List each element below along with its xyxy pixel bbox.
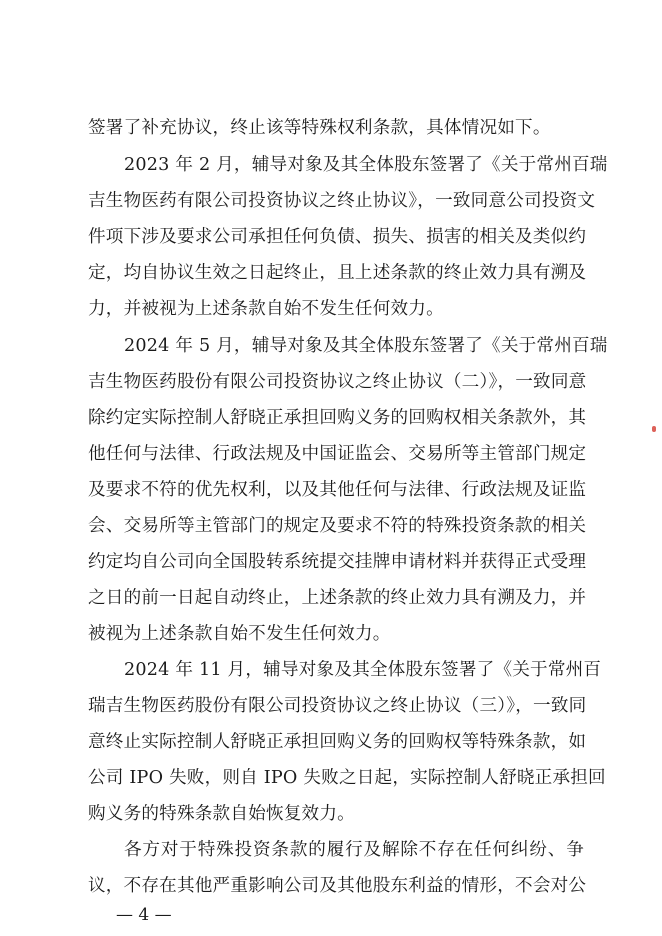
body-line: 会、交易所等主管部门的规定及要求不符的特殊投资条款的相关	[88, 516, 587, 536]
body-line: 约定均自公司向全国股转系统提交挂牌申请材料并获得正式受理	[88, 552, 587, 572]
body-line: 被视为上述条款自始不发生任何效力。	[88, 624, 391, 644]
paragraph-first-line: 2023 年 2 月，辅导对象及其全体股东签署了《关于常州百瑞	[124, 155, 608, 175]
paragraph-first-line: 2024 年 5 月，辅导对象及其全体股东签署了《关于常州百瑞	[124, 336, 608, 356]
scan-mark	[652, 426, 656, 432]
body-line: 及要求不符的优先权利，以及其他任何与法律、行政法规及证监	[88, 480, 587, 500]
paragraph-first-line: 各方对于特殊投资条款的履行及解除不存在任何纠纷、争	[124, 840, 584, 860]
body-line: 除约定实际控制人舒晓正承担回购义务的回购权相关条款外，其	[88, 408, 587, 428]
body-line: 力，并被视为上述条款自始不发生任何效力。	[88, 299, 444, 319]
body-line: 之日的前一日起自动终止，上述条款的终止效力具有溯及力，并	[88, 588, 587, 608]
body-line: 签署了补充协议，终止该等特殊权利条款，具体情况如下。	[88, 118, 551, 138]
body-line: 议，不存在其他严重影响公司及其他股东利益的情形，不会对公	[88, 876, 587, 896]
body-line: 件项下涉及要求公司承担任何负债、损失、损害的相关及类似约	[88, 227, 587, 247]
body-line: 吉生物医药股份有限公司投资协议之终止协议（二）》，一致同意	[88, 372, 587, 392]
page-number: — 4 —	[116, 905, 172, 925]
paragraph-first-line: 2024 年 11 月，辅导对象及其全体股东签署了《关于常州百	[124, 660, 602, 680]
body-line: 瑞吉生物医药股份有限公司投资协议之终止协议（三）》，一致同	[88, 696, 587, 716]
body-line: 定，均自协议生效之日起终止，且上述条款的终止效力具有溯及	[88, 263, 587, 283]
body-line: 意终止实际控制人舒晓正承担回购义务的回购权等特殊条款，如	[88, 732, 587, 752]
body-line: 他任何与法律、行政法规及中国证监会、交易所等主管部门规定	[88, 444, 587, 464]
body-line: 吉生物医药有限公司投资协议之终止协议》，一致同意公司投资文	[88, 191, 596, 211]
body-line: 公司 IPO 失败，则自 IPO 失败之日起，实际控制人舒晓正承担回	[88, 768, 606, 788]
body-line: 购义务的特殊条款自始恢复效力。	[88, 804, 355, 824]
